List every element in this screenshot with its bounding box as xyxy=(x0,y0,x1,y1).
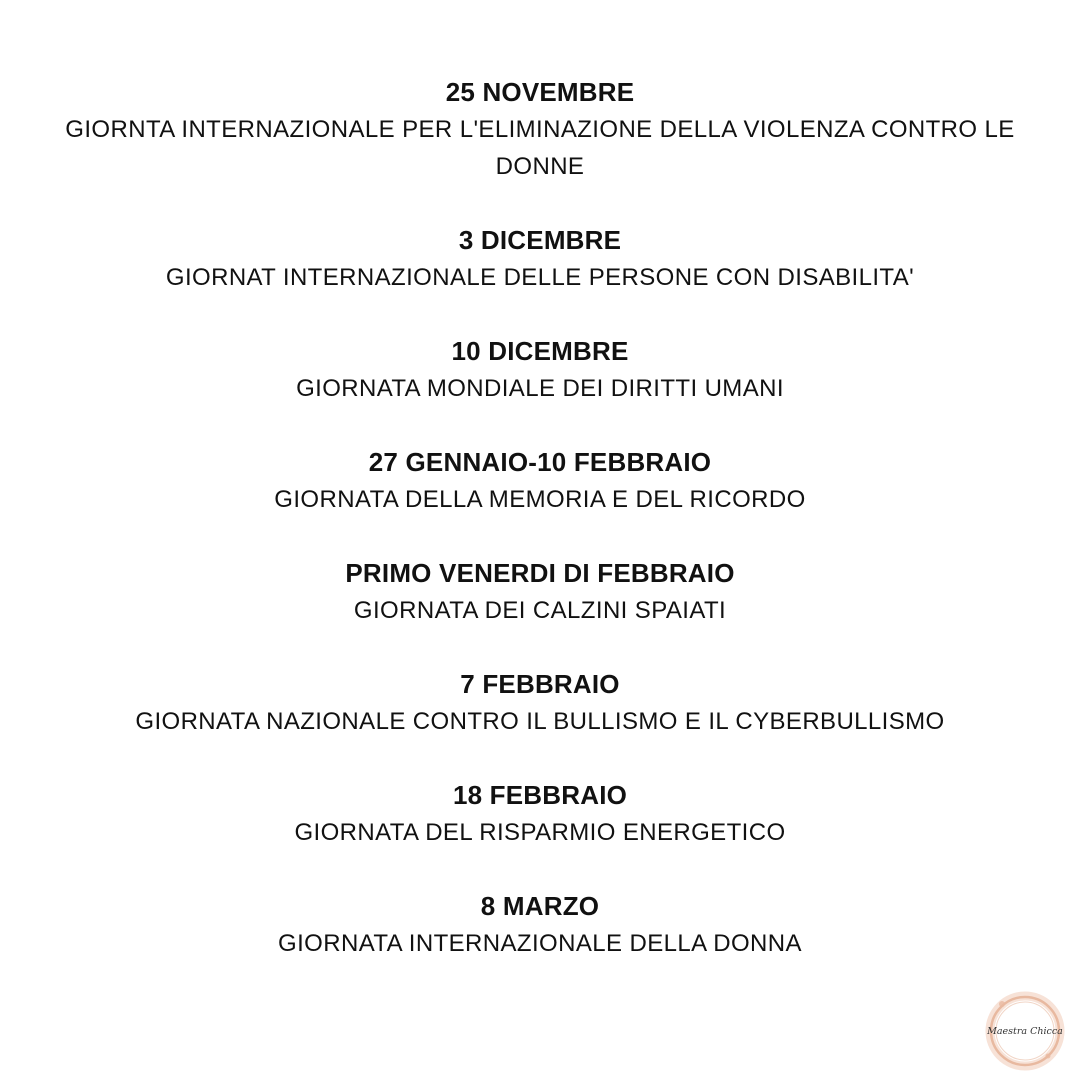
entry-title: GIORNATA DEI CALZINI SPAIATI xyxy=(353,597,727,624)
list-item xyxy=(40,555,1040,629)
entry-title: GIORNATA DELLA MEMORIA E DEL RICORDO xyxy=(274,486,806,513)
list-item xyxy=(40,444,1040,518)
logo-dot xyxy=(999,1001,1005,1007)
entry-date: 27 GENNAIO-10 FEBBRAIO xyxy=(368,447,712,477)
entry-title: GIORNATA DEL RISPARMIO ENERGETICO xyxy=(294,819,786,846)
entry-date: 18 FEBBRAIO xyxy=(452,780,628,810)
entry-date: 10 DICEMBRE xyxy=(451,336,629,366)
logo-text: Maestra Chicca xyxy=(987,1026,1063,1037)
entry-title: GIORNATA MONDIALE DEI DIRITTI UMANI xyxy=(296,375,784,402)
logo-dot xyxy=(1046,1054,1051,1059)
entry-title: GIORNAT INTERNAZIONALE DELLE PERSONE CON DISABILITA' xyxy=(165,264,915,291)
entry-date: 25 NOVEMBRE xyxy=(445,77,635,107)
logo-graphic xyxy=(984,990,1066,1072)
entry-title: GIORNTA INTERNAZIONALE PER L'ELIMINAZIONE DELLA VIOLENZA CONTRO LE DONNE xyxy=(65,116,1015,180)
list-item xyxy=(40,74,1040,185)
entry-date: PRIMO VENERDI DI FEBBRAIO xyxy=(345,558,735,588)
list-item xyxy=(40,222,1040,296)
observances-list xyxy=(40,74,1040,999)
list-item xyxy=(40,777,1040,851)
list-item xyxy=(40,666,1040,740)
watercolor-circle-logo-icon xyxy=(984,990,1066,1072)
list-item xyxy=(40,888,1040,962)
entry-title: GIORNATA NAZIONALE CONTRO IL BULLISMO E IL CYBERBULLISMO xyxy=(135,708,945,735)
entry-date: 7 FEBBRAIO xyxy=(460,669,620,699)
entry-title: GIORNATA INTERNAZIONALE DELLA DONNA xyxy=(278,930,802,957)
entry-date: 3 DICEMBRE xyxy=(458,225,622,255)
list-item xyxy=(40,333,1040,407)
entry-date: 8 MARZO xyxy=(480,891,600,921)
